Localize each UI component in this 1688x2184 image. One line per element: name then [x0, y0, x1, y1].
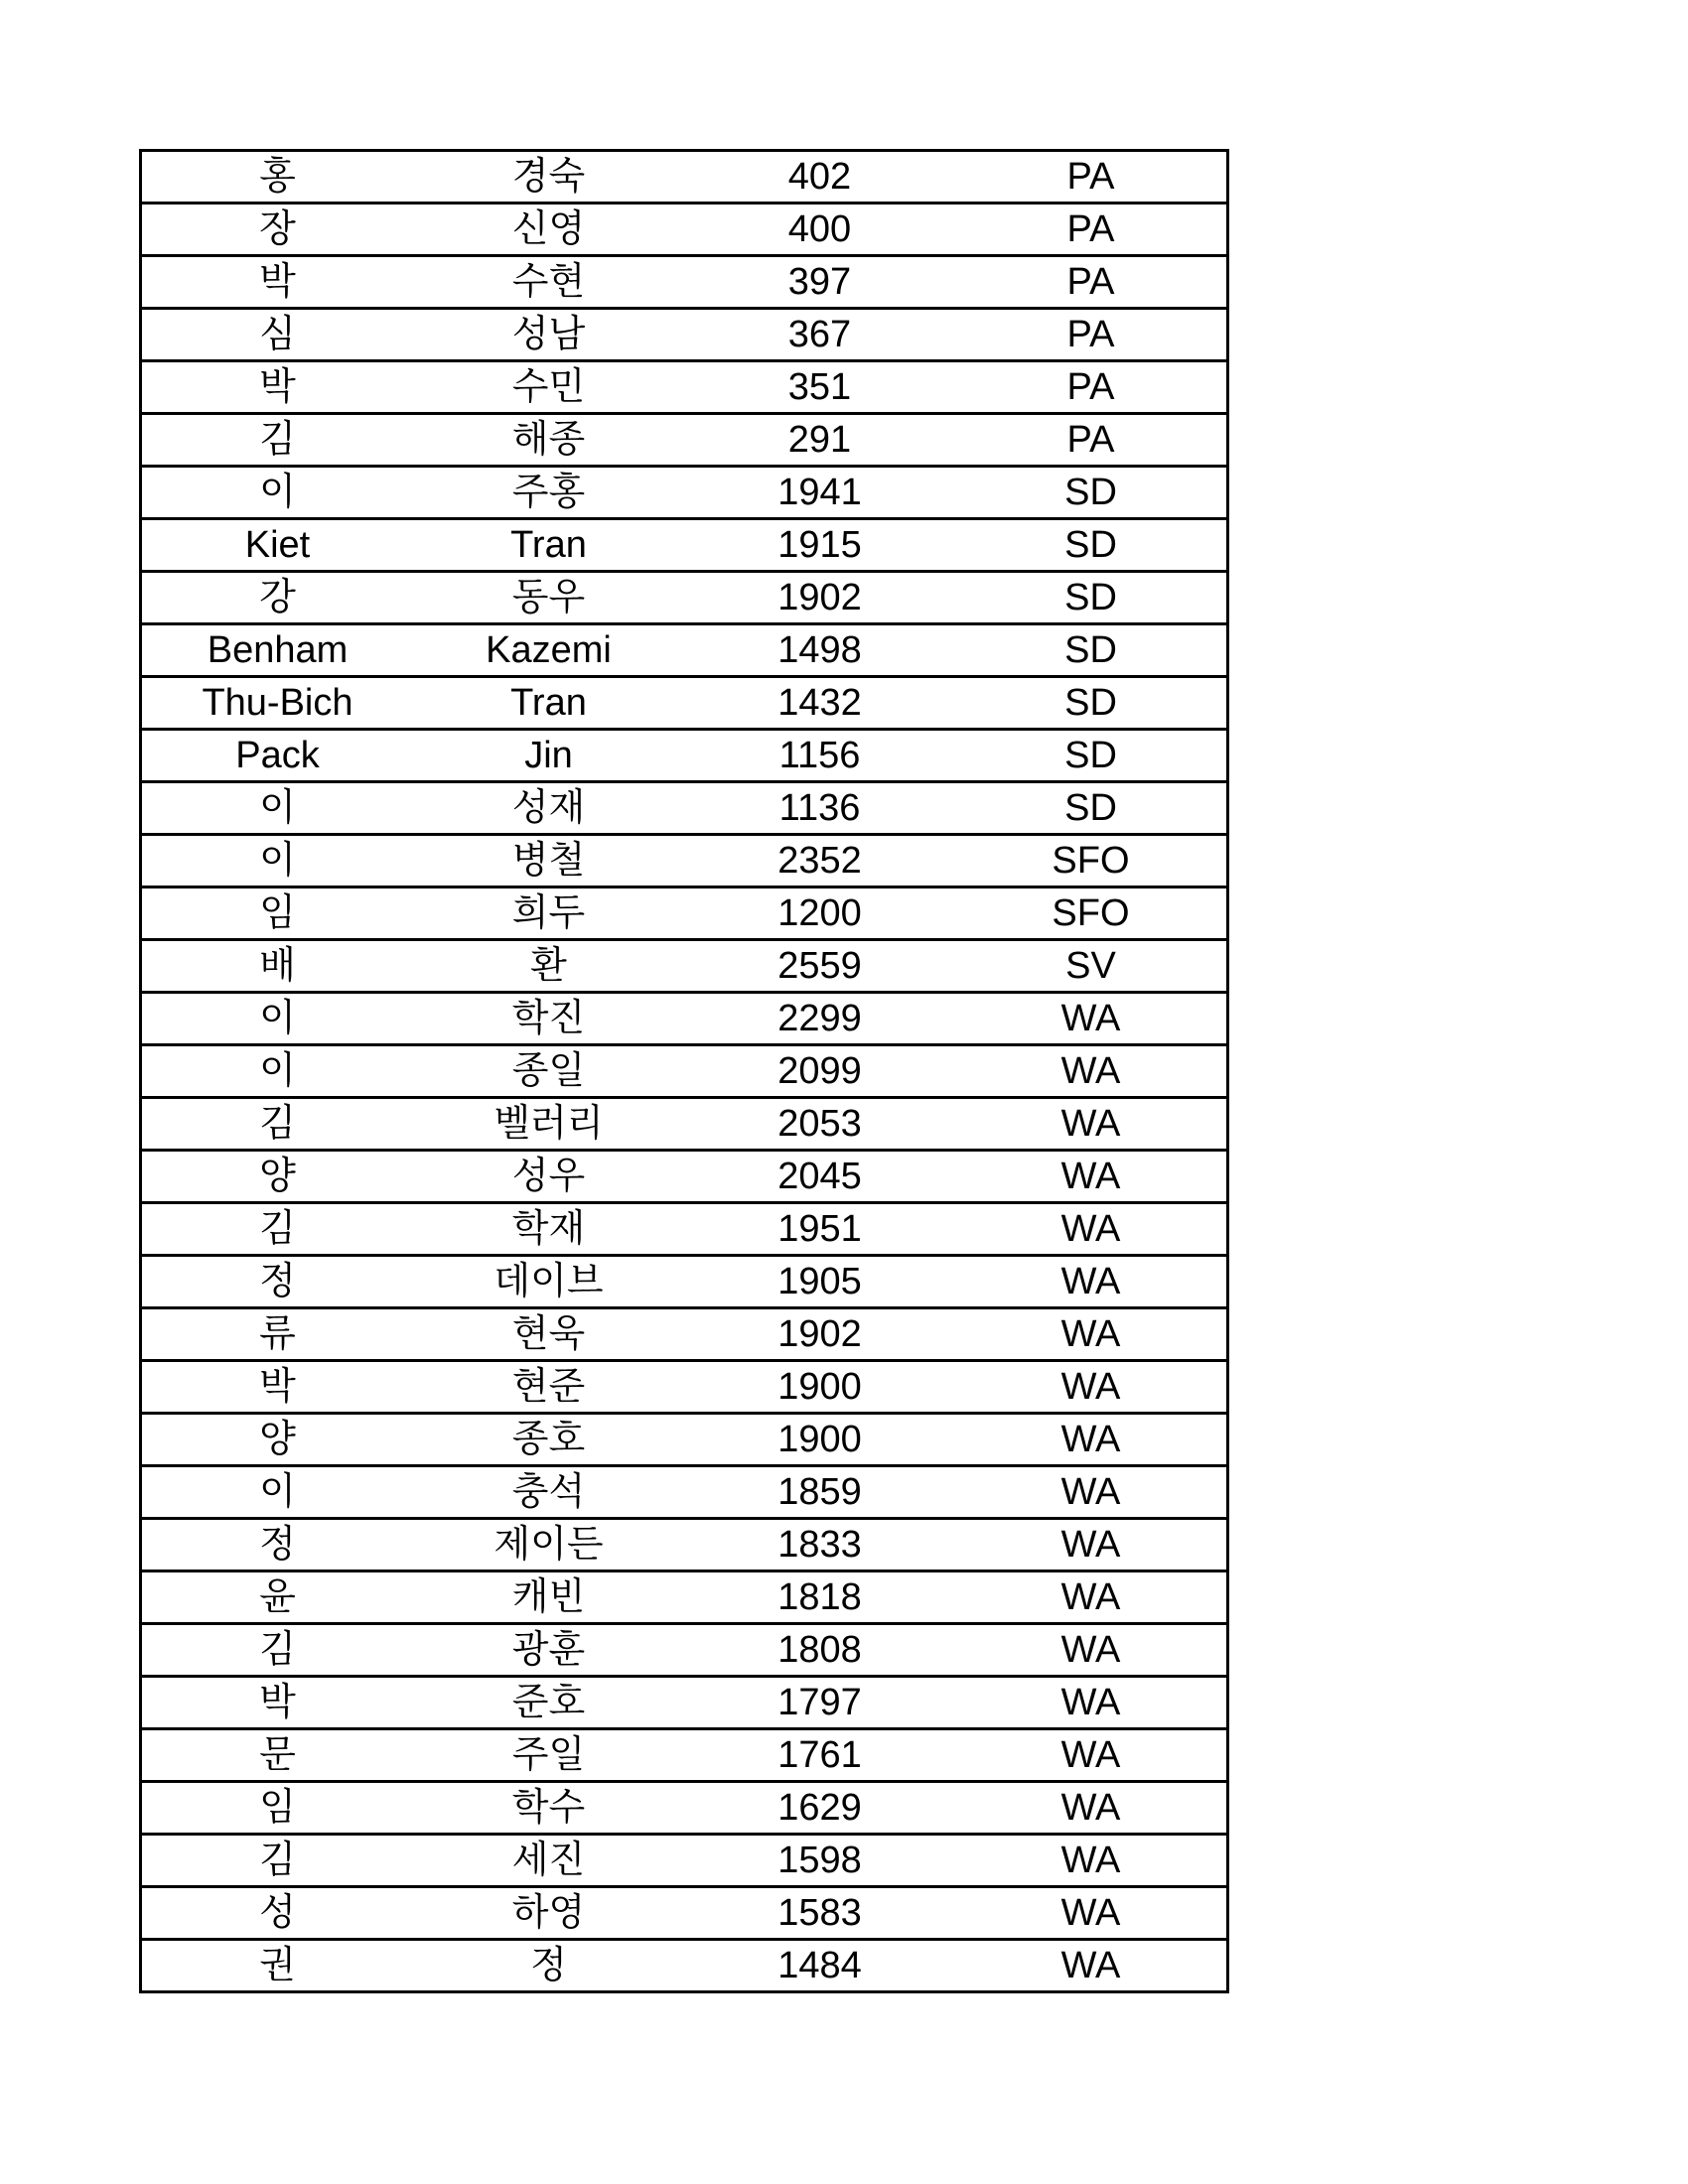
cell-first-name: 병철 — [413, 835, 684, 887]
cell-region: WA — [955, 1887, 1228, 1940]
cell-first-name: 신영 — [413, 204, 684, 256]
cell-region: WA — [955, 1203, 1228, 1256]
table-row — [141, 256, 1228, 309]
cell-region: WA — [955, 993, 1228, 1045]
cell-first-name: 주홍 — [413, 467, 684, 519]
cell-region: SD — [955, 467, 1228, 519]
cell-rating: 2053 — [684, 1098, 955, 1151]
table-row — [141, 151, 1228, 204]
cell-rating: 351 — [684, 361, 955, 414]
cell-last-name: 김 — [141, 1203, 413, 1256]
cell-last-name: Thu-Bich — [141, 677, 413, 730]
table-row — [141, 835, 1228, 887]
cell-first-name: 준호 — [413, 1677, 684, 1729]
cell-rating: 1941 — [684, 467, 955, 519]
cell-region: SD — [955, 519, 1228, 572]
cell-last-name: 박 — [141, 256, 413, 309]
table-row — [141, 1940, 1228, 1992]
cell-rating: 1498 — [684, 624, 955, 677]
cell-rating: 1902 — [684, 1308, 955, 1361]
cell-first-name: 성남 — [413, 309, 684, 361]
table-row — [141, 467, 1228, 519]
cell-region: PA — [955, 361, 1228, 414]
cell-rating: 1902 — [684, 572, 955, 624]
cell-first-name: 수민 — [413, 361, 684, 414]
table-row — [141, 414, 1228, 467]
table-row — [141, 1361, 1228, 1414]
cell-last-name: 박 — [141, 1361, 413, 1414]
cell-rating: 1900 — [684, 1361, 955, 1414]
cell-last-name: 양 — [141, 1414, 413, 1466]
table-row — [141, 1519, 1228, 1571]
cell-rating: 2099 — [684, 1045, 955, 1098]
cell-first-name: Jin — [413, 730, 684, 782]
cell-first-name: 동우 — [413, 572, 684, 624]
cell-last-name: 정 — [141, 1256, 413, 1308]
cell-rating: 2352 — [684, 835, 955, 887]
cell-rating: 2045 — [684, 1151, 955, 1203]
table-row — [141, 624, 1228, 677]
cell-first-name: 학진 — [413, 993, 684, 1045]
cell-region: SV — [955, 940, 1228, 993]
table-row — [141, 730, 1228, 782]
cell-last-name: 배 — [141, 940, 413, 993]
table-row — [141, 1256, 1228, 1308]
cell-first-name: 현욱 — [413, 1308, 684, 1361]
cell-rating: 1432 — [684, 677, 955, 730]
cell-first-name: 학수 — [413, 1782, 684, 1835]
cell-first-name: 하영 — [413, 1887, 684, 1940]
cell-first-name: 성재 — [413, 782, 684, 835]
cell-first-name: 충석 — [413, 1466, 684, 1519]
cell-region: SD — [955, 572, 1228, 624]
table-row — [141, 1782, 1228, 1835]
table-row — [141, 1414, 1228, 1466]
cell-region: WA — [955, 1045, 1228, 1098]
cell-last-name: 강 — [141, 572, 413, 624]
cell-last-name: 홍 — [141, 151, 413, 204]
roster-table — [139, 149, 1229, 1993]
cell-rating: 402 — [684, 151, 955, 204]
cell-region: WA — [955, 1571, 1228, 1624]
cell-last-name: Kiet — [141, 519, 413, 572]
table-row — [141, 1729, 1228, 1782]
cell-rating: 1583 — [684, 1887, 955, 1940]
cell-region: SD — [955, 624, 1228, 677]
cell-last-name: 김 — [141, 1624, 413, 1677]
cell-rating: 1484 — [684, 1940, 955, 1992]
cell-first-name: Tran — [413, 519, 684, 572]
cell-region: WA — [955, 1308, 1228, 1361]
cell-region: SFO — [955, 887, 1228, 940]
cell-last-name: 심 — [141, 309, 413, 361]
cell-rating: 1761 — [684, 1729, 955, 1782]
table-row — [141, 204, 1228, 256]
cell-first-name: 광훈 — [413, 1624, 684, 1677]
cell-last-name: 이 — [141, 993, 413, 1045]
cell-last-name: 양 — [141, 1151, 413, 1203]
cell-rating: 2559 — [684, 940, 955, 993]
cell-region: SD — [955, 677, 1228, 730]
cell-last-name: 김 — [141, 1098, 413, 1151]
cell-region: SFO — [955, 835, 1228, 887]
cell-first-name: 데이브 — [413, 1256, 684, 1308]
cell-rating: 1818 — [684, 1571, 955, 1624]
cell-last-name: Pack — [141, 730, 413, 782]
cell-rating: 1808 — [684, 1624, 955, 1677]
cell-rating: 1629 — [684, 1782, 955, 1835]
cell-first-name: Tran — [413, 677, 684, 730]
cell-last-name: 이 — [141, 782, 413, 835]
cell-last-name: Benham — [141, 624, 413, 677]
table-row — [141, 993, 1228, 1045]
cell-last-name: 류 — [141, 1308, 413, 1361]
cell-last-name: 박 — [141, 1677, 413, 1729]
cell-region: PA — [955, 414, 1228, 467]
cell-first-name: 환 — [413, 940, 684, 993]
table-row — [141, 1835, 1228, 1887]
cell-region: PA — [955, 309, 1228, 361]
cell-region: SD — [955, 782, 1228, 835]
cell-rating: 2299 — [684, 993, 955, 1045]
table-row — [141, 887, 1228, 940]
cell-rating: 1156 — [684, 730, 955, 782]
cell-last-name: 이 — [141, 1045, 413, 1098]
cell-first-name: 학재 — [413, 1203, 684, 1256]
cell-first-name: 희두 — [413, 887, 684, 940]
table-row — [141, 940, 1228, 993]
cell-rating: 367 — [684, 309, 955, 361]
cell-last-name: 윤 — [141, 1571, 413, 1624]
table-row — [141, 1308, 1228, 1361]
table-row — [141, 677, 1228, 730]
cell-rating: 1833 — [684, 1519, 955, 1571]
cell-first-name: 캐빈 — [413, 1571, 684, 1624]
cell-first-name: 종일 — [413, 1045, 684, 1098]
cell-region: WA — [955, 1361, 1228, 1414]
cell-rating: 1900 — [684, 1414, 955, 1466]
cell-region: WA — [955, 1098, 1228, 1151]
cell-first-name: 제이든 — [413, 1519, 684, 1571]
cell-last-name: 성 — [141, 1887, 413, 1940]
cell-rating: 1797 — [684, 1677, 955, 1729]
cell-last-name: 장 — [141, 204, 413, 256]
cell-rating: 1200 — [684, 887, 955, 940]
cell-first-name: 경숙 — [413, 151, 684, 204]
cell-region: PA — [955, 204, 1228, 256]
cell-region: WA — [955, 1782, 1228, 1835]
cell-region: WA — [955, 1151, 1228, 1203]
cell-last-name: 임 — [141, 887, 413, 940]
cell-first-name: 수현 — [413, 256, 684, 309]
cell-last-name: 이 — [141, 835, 413, 887]
cell-first-name: 주일 — [413, 1729, 684, 1782]
table-row — [141, 782, 1228, 835]
cell-first-name: 성우 — [413, 1151, 684, 1203]
cell-region: WA — [955, 1940, 1228, 1992]
cell-rating: 397 — [684, 256, 955, 309]
cell-last-name: 문 — [141, 1729, 413, 1782]
table-row — [141, 1151, 1228, 1203]
cell-last-name: 임 — [141, 1782, 413, 1835]
cell-rating: 1859 — [684, 1466, 955, 1519]
table-row — [141, 1203, 1228, 1256]
cell-rating: 1598 — [684, 1835, 955, 1887]
roster-table-body — [141, 151, 1228, 1992]
cell-last-name: 정 — [141, 1519, 413, 1571]
table-row — [141, 1098, 1228, 1151]
table-row — [141, 361, 1228, 414]
table-row — [141, 1887, 1228, 1940]
cell-rating: 1915 — [684, 519, 955, 572]
table-row — [141, 1624, 1228, 1677]
cell-first-name: 세진 — [413, 1835, 684, 1887]
cell-region: SD — [955, 730, 1228, 782]
table-row — [141, 1466, 1228, 1519]
cell-region: PA — [955, 256, 1228, 309]
cell-rating: 1905 — [684, 1256, 955, 1308]
cell-first-name: 벨러리 — [413, 1098, 684, 1151]
cell-first-name: 해종 — [413, 414, 684, 467]
cell-region: WA — [955, 1729, 1228, 1782]
cell-region: WA — [955, 1414, 1228, 1466]
cell-rating: 291 — [684, 414, 955, 467]
table-row — [141, 309, 1228, 361]
table-row — [141, 519, 1228, 572]
cell-rating: 1951 — [684, 1203, 955, 1256]
cell-first-name: 정 — [413, 1940, 684, 1992]
table-row — [141, 1677, 1228, 1729]
cell-rating: 400 — [684, 204, 955, 256]
cell-region: PA — [955, 151, 1228, 204]
cell-last-name: 권 — [141, 1940, 413, 1992]
cell-rating: 1136 — [684, 782, 955, 835]
table-row — [141, 572, 1228, 624]
cell-region: WA — [955, 1519, 1228, 1571]
cell-region: WA — [955, 1677, 1228, 1729]
cell-last-name: 박 — [141, 361, 413, 414]
cell-region: WA — [955, 1624, 1228, 1677]
table-row — [141, 1571, 1228, 1624]
cell-last-name: 이 — [141, 467, 413, 519]
cell-region: WA — [955, 1466, 1228, 1519]
cell-first-name: 종호 — [413, 1414, 684, 1466]
cell-region: WA — [955, 1256, 1228, 1308]
cell-last-name: 김 — [141, 414, 413, 467]
cell-last-name: 김 — [141, 1835, 413, 1887]
cell-region: WA — [955, 1835, 1228, 1887]
cell-first-name: Kazemi — [413, 624, 684, 677]
cell-first-name: 현준 — [413, 1361, 684, 1414]
cell-last-name: 이 — [141, 1466, 413, 1519]
table-row — [141, 1045, 1228, 1098]
